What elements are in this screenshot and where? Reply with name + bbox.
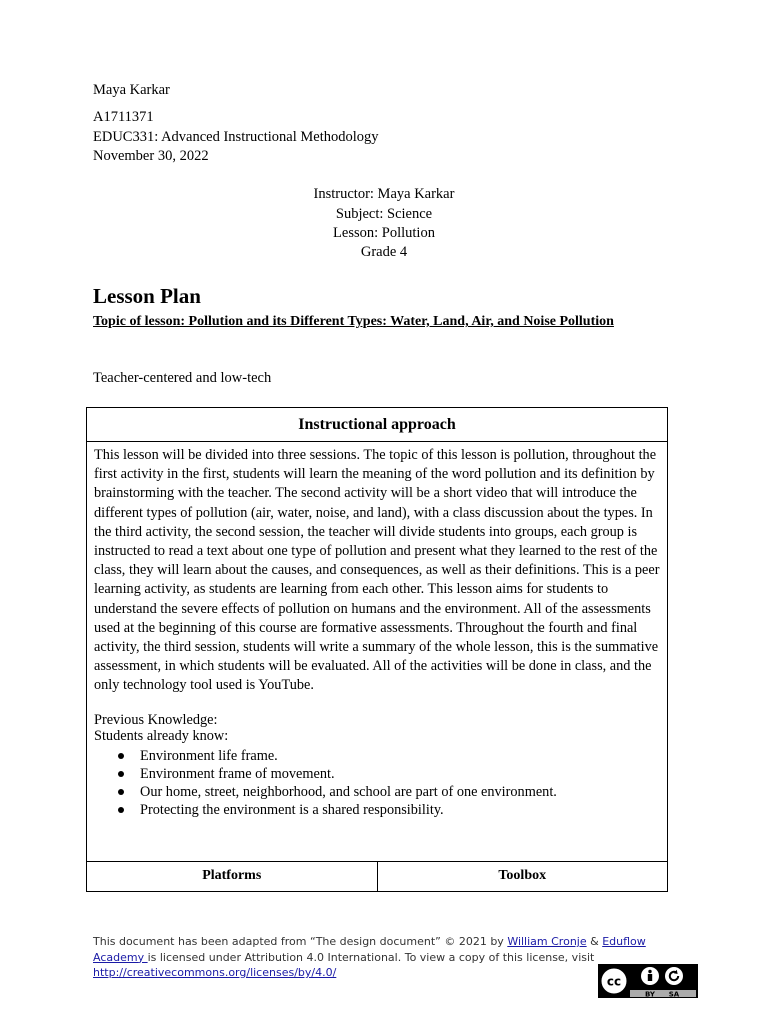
footer-text-2: is licensed under Attribution 4.0 International. To view a copy of this license, visit [147,950,595,964]
prior-knowledge-list [94,747,660,819]
license-badge-graphic [598,964,698,998]
author-link[interactable]: William Cronje [507,935,587,948]
students-know-label: Students already know: [94,727,229,744]
table-header: Instructional approach [87,408,667,442]
page-title: Lesson Plan [93,284,201,308]
lesson-topic: Topic of lesson: Pollution and its Different Types: Water, Land, Air, and Noise Pollution [93,314,614,329]
instructor-line: Instructor: Maya Karkar [313,186,455,202]
share-alike-icon [665,967,683,985]
table-footer-row [87,861,667,891]
table-body-cell [87,442,667,819]
license-url-link[interactable]: http://creativecommons.org/licenses/by/4.0/ [93,966,337,979]
footer-text-1: This document has been adapted from “The design document” © 2021 by [93,935,508,948]
license-footer [93,934,653,981]
cc-icon [601,968,628,995]
sa-label: SA [668,990,680,998]
author-name: Maya Karkar [93,82,170,98]
course-name: EDUC331: Advanced Instructional Methodology [93,129,379,145]
grade-line: Grade 4 [360,244,408,260]
document-date: November 30, 2022 [93,148,209,164]
subject-line: Subject: Science [335,206,433,222]
approach-paragraph: This lesson will be divided into three sessions. The topic of this lesson is pollution, throughout the first activity in the first, students will learn the meaning of the word pollution and its definition by brainstorming with the teacher. The second activity will be a short video that will introduce the different types of pollution (air, water, noise, and land), with a class discussion about the types. In the third activity, the second session, the teacher will divide students into groups, each group is instructed to read a text about one type of pollution and present what they learned to the rest of the class, they will learn about the causes, and consequences, as well as their definitions. This is a peer learning activity, as students are learning from each other. This lesson aims for students to understand the severe effects of pollution on humans and the environment. All of the assessments used at the beginning of this course are formative assessments. Throughout the fourth and final activity, the third session, students will write a summary of the whole lesson, this is the summative assessment, in which students will be evaluated. All of the activities will be done in class, and the only technology tool used is YouTube. [94,447,660,694]
instructional-approach-table [86,407,668,892]
lesson-line: Lesson: Pollution [333,225,435,241]
cc-label: cc [606,974,622,989]
list-item: Environment life frame. [140,747,660,765]
toolbox-header: Toolbox [377,862,668,891]
list-item: Environment frame of movement. [140,765,660,783]
footer-ampersand: & [586,935,603,948]
list-item: Protecting the environment is a shared responsibility. [140,801,660,819]
attribution-icon [641,967,659,985]
eduflow-link[interactable]: Eduflow Academy [93,935,646,964]
previous-knowledge-label: Previous Knowledge: [94,711,218,728]
approach-note: Teacher-centered and low-tech [93,370,272,386]
student-id: A1711371 [93,109,154,125]
platforms-header: Platforms [202,868,262,883]
list-item: Our home, street, neighborhood, and school are part of one environment. [140,783,660,801]
cc-by-sa-badge [598,964,698,998]
by-label: BY [644,990,656,998]
